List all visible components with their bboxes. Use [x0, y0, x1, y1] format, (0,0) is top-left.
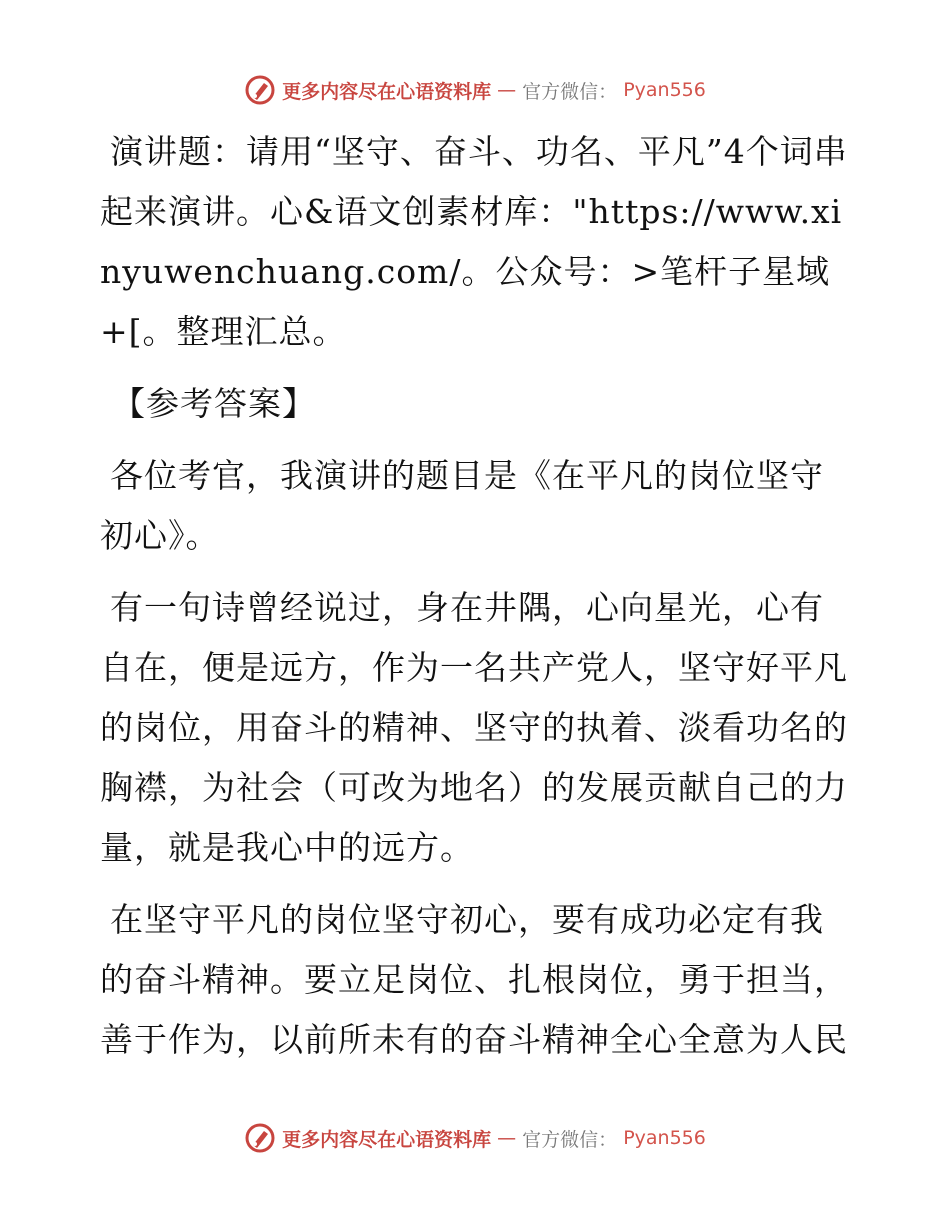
opening-paragraph: 各位考官，我演讲的题目是《在平凡的岗位坚守初心》。 [100, 456, 824, 555]
banner-dash: — [497, 1127, 517, 1149]
answer-heading: 【参考答案】 [112, 384, 316, 423]
banner-account: Pyan556 [623, 1127, 706, 1149]
body-paragraph-1: 有一句诗曾经说过，身在井隅，心向星光，心有自在，便是远方，作为一名共产党人，坚守好平凡的岗位，用奋斗的精神、坚守的执着、淡看功名的胸襟，为社会（可改为地名）的发展贡献自己的力量，就是我心中的远方。 [100, 588, 848, 867]
footer-banner [0, 1122, 950, 1154]
banner-official-label: 官方微信： [522, 1128, 618, 1151]
banner-official-label: 官方微信： [522, 80, 618, 103]
banner-main-text: 更多内容尽在心语资料库 [282, 1128, 492, 1151]
pen-logo-icon [244, 74, 276, 106]
banner-main-text: 更多内容尽在心语资料库 [282, 80, 492, 103]
question-paragraph: 演讲题：请用“坚守、奋斗、功名、平凡”4个词串起来演讲。心&语文创素材库："https://www.xinyuwenchuang.com/。公众号：>笔杆子星域+[。整理汇总。 [100, 132, 848, 351]
banner-account: Pyan556 [623, 79, 706, 101]
body-paragraph-2: 在坚守平凡的岗位坚守初心，要有成功必定有我的奋斗精神。要立足岗位、扎根岗位，勇于担当，善于作为，以前所未有的奋斗精神全心全意为人民 [100, 900, 848, 1059]
header-banner [0, 74, 950, 106]
pen-logo-icon [244, 1122, 276, 1154]
document-body [100, 122, 850, 1082]
banner-dash: — [497, 79, 517, 101]
